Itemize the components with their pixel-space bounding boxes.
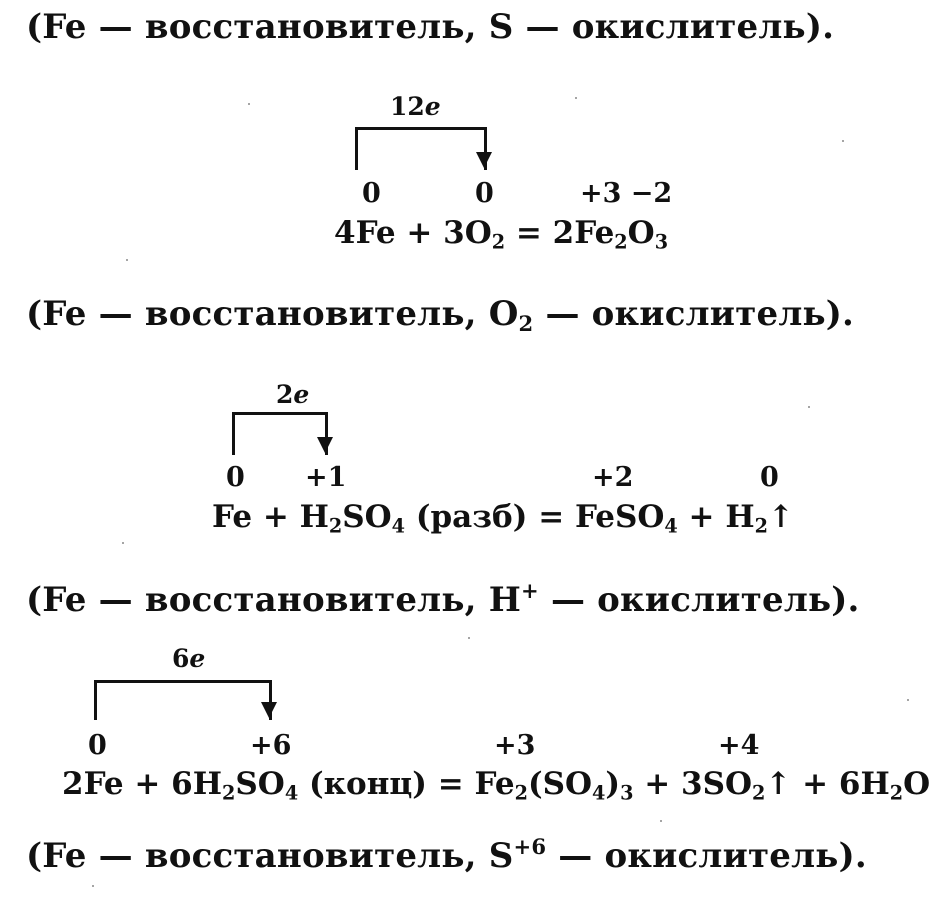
equation-part: (разб) = FeSO — [405, 499, 665, 535]
equation-part: = 2Fe — [505, 215, 615, 251]
superscript: +6 — [513, 833, 547, 859]
electron-symbol: e — [424, 92, 441, 121]
oxidation-state-3c: +3 — [494, 730, 536, 761]
scan-speck — [842, 140, 844, 142]
electron-transfer-label-2 — [276, 382, 309, 407]
gas-arrow-icon: ↑ — [768, 499, 794, 535]
statement-text: (Fe — восстановитель, S — окислитель). — [26, 7, 835, 47]
statement-line-2 — [26, 294, 855, 336]
statement-text: — окислитель). — [538, 580, 860, 620]
electron-count: 6 — [172, 644, 190, 673]
statement-text: (Fe — восстановитель, H — [26, 580, 522, 620]
equation-part: O — [903, 766, 931, 802]
electron-transfer-label-3 — [172, 646, 205, 671]
electron-count: 12 — [390, 92, 425, 121]
scan-speck — [126, 259, 128, 261]
equation-1 — [334, 215, 669, 254]
scan-speck — [248, 103, 250, 105]
electron-arrow-icon-1 — [476, 152, 492, 168]
statement-line-4 — [26, 833, 867, 876]
subscript: 2 — [328, 514, 343, 538]
equation-part: O — [627, 215, 655, 251]
statement-text: (Fe — восстановитель, S — [26, 836, 514, 876]
equation-part: (конц) = Fe — [298, 766, 515, 802]
equation-part: Fe + H — [212, 499, 329, 535]
scan-speck — [122, 542, 124, 544]
equation-part: (SO — [527, 766, 593, 802]
electron-count: 2 — [276, 380, 294, 409]
electron-symbol: e — [293, 380, 310, 409]
subscript: 3 — [654, 230, 669, 254]
equation-part: 4Fe + 3O — [334, 215, 492, 251]
subscript: 4 — [664, 514, 678, 538]
equation-part: SO — [235, 766, 285, 802]
oxidation-state-1c: +3 −2 — [580, 178, 673, 209]
subscript: 2 — [751, 781, 766, 805]
subscript: 3 — [620, 781, 634, 805]
subscript: 2 — [889, 781, 904, 805]
scan-speck — [92, 885, 94, 887]
electron-transfer-bracket-1 — [355, 127, 487, 170]
equation-part: ) — [605, 766, 621, 802]
oxidation-state-2a: 0 — [226, 462, 245, 493]
scan-speck — [660, 820, 662, 822]
subscript: 2 — [614, 230, 628, 254]
statement-line-3 — [26, 577, 860, 620]
electron-transfer-bracket-2 — [232, 412, 328, 455]
oxidation-state-2c: +2 — [592, 462, 634, 493]
subscript: 4 — [391, 514, 406, 538]
electron-transfer-label-1 — [390, 94, 441, 119]
subscript: 2 — [491, 230, 506, 254]
statement-text: (Fe — восстановитель, O — [26, 294, 519, 334]
equation-part: SO — [342, 499, 392, 535]
electron-arrow-icon-2 — [317, 437, 333, 453]
equation-part: + 3SO — [633, 766, 752, 802]
subscript: 2 — [518, 310, 534, 336]
equation-part: ↑ + 6H — [765, 766, 890, 802]
equation-3 — [62, 766, 931, 805]
subscript: 2 — [222, 781, 236, 805]
electron-symbol: e — [189, 644, 206, 673]
equation-part: + H — [677, 499, 755, 535]
subscript: 2 — [514, 781, 528, 805]
statement-line-1 — [26, 7, 835, 47]
statement-text: — окислитель). — [546, 836, 867, 876]
oxidation-state-1b: 0 — [475, 178, 494, 209]
scan-speck — [907, 699, 909, 701]
oxidation-state-2d: 0 — [760, 462, 779, 493]
oxidation-state-3b: +6 — [250, 730, 292, 761]
superscript: + — [521, 577, 539, 603]
electron-transfer-bracket-3 — [94, 680, 272, 720]
oxidation-state-2b: +1 — [305, 462, 347, 493]
subscript: 4 — [284, 781, 299, 805]
subscript: 2 — [754, 514, 768, 538]
statement-text: — окислитель). — [533, 294, 855, 334]
oxidation-state-3d: +4 — [718, 730, 760, 761]
scan-speck — [808, 406, 810, 408]
electron-arrow-icon-3 — [261, 702, 277, 718]
equation-part: 2Fe + 6H — [62, 766, 223, 802]
oxidation-state-3a: 0 — [88, 730, 107, 761]
scan-speck — [575, 97, 577, 99]
scan-speck — [468, 637, 470, 639]
subscript: 4 — [592, 781, 606, 805]
oxidation-state-1a: 0 — [362, 178, 381, 209]
equation-2 — [212, 499, 794, 538]
